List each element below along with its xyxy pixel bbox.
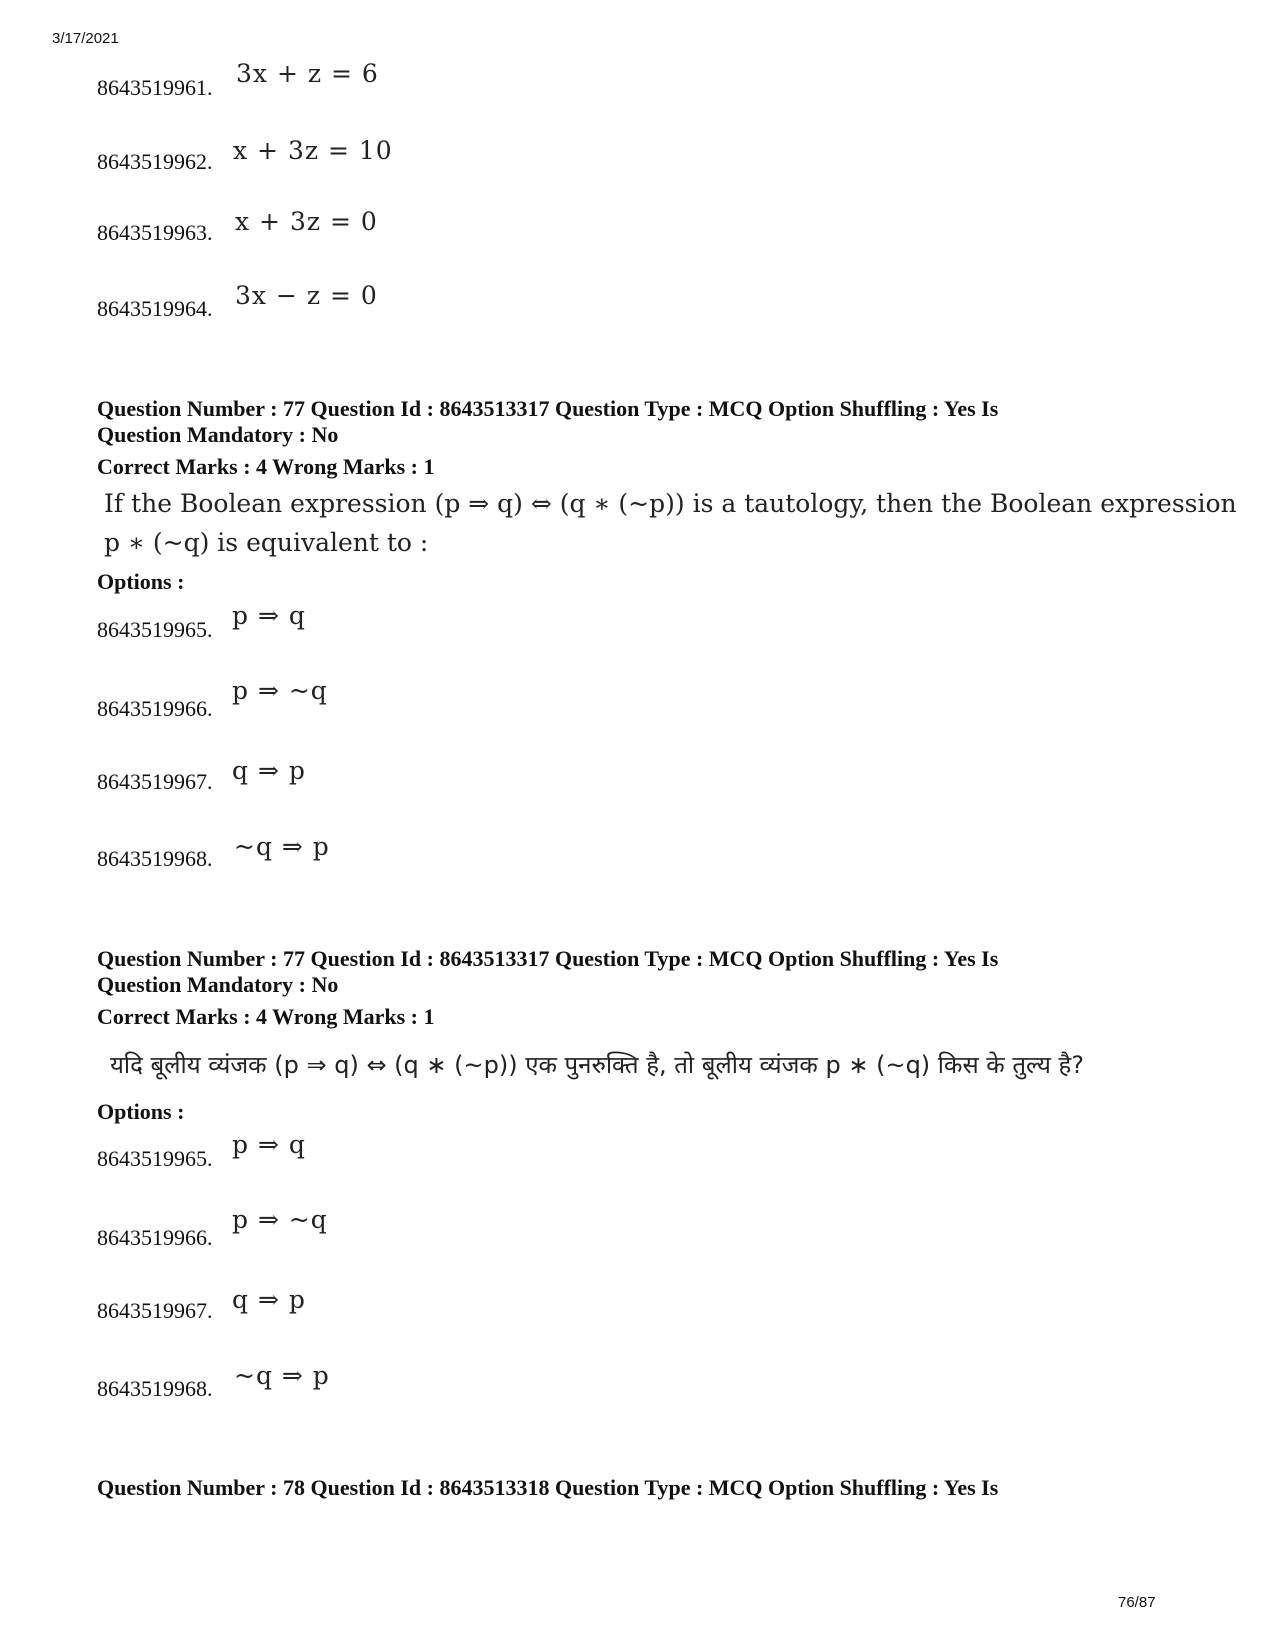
question-text: If the Boolean expression (p ⇒ q) ⇔ (q ∗ (~p)) is a tautology, then the Boolean expression bbox=[104, 489, 1237, 518]
option-math: 3x + z = 6 bbox=[236, 59, 379, 88]
option-math: 3x − z = 0 bbox=[235, 281, 378, 310]
question-text: p ∗ (~q) is equivalent to : bbox=[104, 528, 429, 557]
page-date: 3/17/2021 bbox=[52, 30, 119, 47]
options-label: Options : bbox=[97, 1099, 185, 1124]
option-math: p ⇒ ~q bbox=[232, 1205, 328, 1234]
option-id: 8643519963. bbox=[97, 220, 213, 245]
option-id: 8643519967. bbox=[97, 769, 213, 794]
option-id: 8643519968. bbox=[97, 1376, 213, 1401]
option-id: 8643519965. bbox=[97, 617, 213, 642]
question-marks: Correct Marks : 4 Wrong Marks : 1 bbox=[97, 1004, 435, 1029]
option-math: q ⇒ p bbox=[232, 1285, 306, 1314]
option-id: 8643519965. bbox=[97, 1146, 213, 1171]
option-math: x + 3z = 0 bbox=[235, 207, 378, 236]
question-header: Question Mandatory : No bbox=[97, 422, 339, 447]
page-number: 76/87 bbox=[1118, 1594, 1156, 1611]
question-header: Question Number : 77 Question Id : 8643513317 Question Type : MCQ Option Shuffling : Yes Is bbox=[97, 946, 999, 971]
option-id: 8643519967. bbox=[97, 1298, 213, 1323]
option-math: p ⇒ ~q bbox=[232, 676, 328, 705]
option-id: 8643519962. bbox=[97, 149, 213, 174]
option-id: 8643519961. bbox=[97, 75, 213, 100]
option-math: p ⇒ q bbox=[232, 1130, 306, 1159]
option-id: 8643519966. bbox=[97, 696, 213, 721]
option-math: p ⇒ q bbox=[232, 601, 306, 630]
option-id: 8643519964. bbox=[97, 296, 213, 321]
question-marks: Correct Marks : 4 Wrong Marks : 1 bbox=[97, 454, 435, 479]
option-math: x + 3z = 10 bbox=[233, 136, 393, 165]
question-header: Question Mandatory : No bbox=[97, 972, 339, 997]
question-header: Question Number : 78 Question Id : 8643513318 Question Type : MCQ Option Shuffling : Yes Is bbox=[97, 1475, 999, 1500]
option-id: 8643519966. bbox=[97, 1225, 213, 1250]
question-header: Question Number : 77 Question Id : 8643513317 Question Type : MCQ Option Shuffling : Yes Is bbox=[97, 396, 999, 421]
option-id: 8643519968. bbox=[97, 846, 213, 871]
option-math: ~q ⇒ p bbox=[234, 832, 330, 861]
question-text: यदि बूलीय व्यंजक (p ⇒ q) ⇔ (q ∗ (~p)) एक पुनरुक्ति है, तो बूलीय व्यंजक p ∗ (~q) किस के तुल्य है? bbox=[110, 1051, 1085, 1079]
option-math: q ⇒ p bbox=[232, 756, 306, 785]
options-label: Options : bbox=[97, 569, 185, 594]
option-math: ~q ⇒ p bbox=[234, 1361, 330, 1390]
